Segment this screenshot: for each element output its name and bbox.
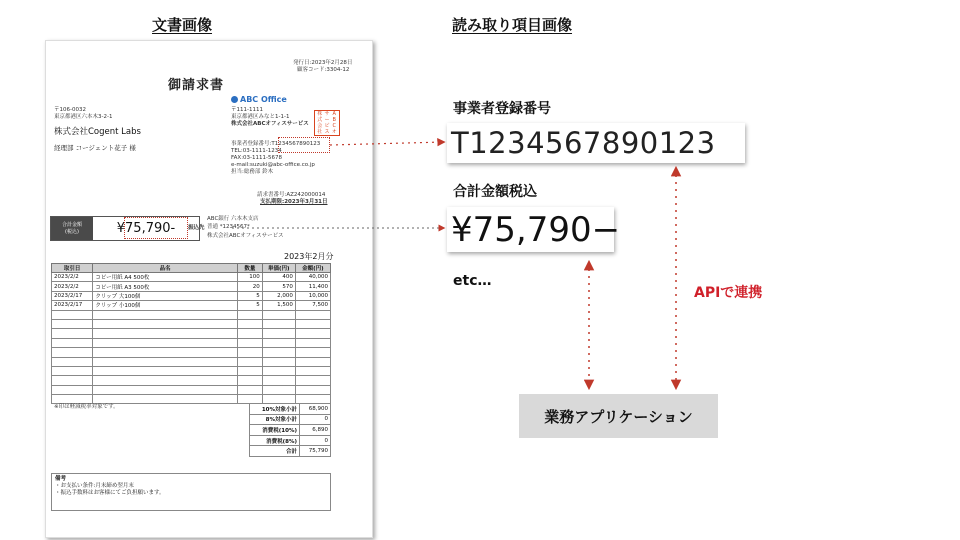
table-cell xyxy=(262,348,295,357)
table-cell xyxy=(295,348,330,357)
table-cell xyxy=(295,357,330,366)
table-cell xyxy=(262,329,295,338)
summary-row xyxy=(250,404,331,415)
table-row xyxy=(52,348,331,357)
table-cell xyxy=(237,385,262,394)
summary-key: 消費税(8%) xyxy=(250,435,300,446)
table-cell xyxy=(262,310,295,319)
table-cell: 100 xyxy=(237,273,262,282)
issuer-logo: ABC Office xyxy=(231,95,287,104)
table-cell xyxy=(52,366,93,375)
table-header-cell: 取引日 xyxy=(52,264,93,273)
table-cell: 20 xyxy=(237,282,262,291)
table-cell xyxy=(52,319,93,328)
table-cell xyxy=(262,385,295,394)
remarks-line-2: ・振込手数料はお客様にてご負担願います。 xyxy=(55,490,165,496)
etc-label: etc… xyxy=(453,273,492,289)
summary-key: 合計 xyxy=(250,446,300,457)
table-cell: クリップ 小100個 xyxy=(93,301,238,310)
recipient-person: 経理部 コージェント花子 様 xyxy=(54,144,136,152)
table-cell xyxy=(237,338,262,347)
table-cell xyxy=(52,395,93,404)
table-row xyxy=(52,310,331,319)
seal-char: C xyxy=(332,123,336,129)
table-row xyxy=(52,273,331,282)
table-cell: 2023/2/17 xyxy=(52,301,93,310)
table-cell: 1,500 xyxy=(262,301,295,310)
issuer-email: e-mail:suzuki@abc-office.co.jp xyxy=(231,162,315,168)
table-cell xyxy=(52,385,93,394)
company-seal-stamp xyxy=(314,110,340,136)
table-cell xyxy=(295,329,330,338)
invoice-title: 御請求書 xyxy=(168,78,225,93)
issuer-fax: FAX:03-1111-5678 xyxy=(231,155,283,161)
seal-char: ス xyxy=(324,129,330,135)
table-row xyxy=(52,319,331,328)
table-cell xyxy=(93,348,238,357)
table-cell xyxy=(52,357,93,366)
table-cell xyxy=(237,329,262,338)
seal-char: A xyxy=(332,111,336,117)
table-row xyxy=(52,338,331,347)
table-cell xyxy=(93,376,238,385)
registration-field-label: 事業者登録番号 xyxy=(453,101,551,117)
bank-line-1: ABC銀行 六本木支店 xyxy=(207,216,259,222)
document-image-heading: 文書画像 xyxy=(152,16,213,34)
invoice-number: 請求書番号:AZ242000014 xyxy=(257,192,326,198)
summary-key: 10%対象小計 xyxy=(250,404,300,415)
seal-char: 社 xyxy=(317,129,323,135)
recipient-company: 株式会社Cogent Labs xyxy=(54,127,141,137)
table-cell xyxy=(295,385,330,394)
remarks-title: 備考 xyxy=(55,476,67,482)
bank-line-2: 普通 *1234567* xyxy=(207,224,250,230)
issuer-tel: TEL:03-1111-1234 xyxy=(231,148,282,154)
tax-note: ※印は軽減税率対象です。 xyxy=(54,404,119,410)
issuer-postal: 〒111-1111 xyxy=(231,107,263,113)
seal-char: 式 xyxy=(317,117,323,123)
extracted-items-heading: 読み取り項目画像 xyxy=(452,16,573,34)
billing-period: 2023年2月分 xyxy=(284,252,334,261)
table-cell xyxy=(262,338,295,347)
table-cell xyxy=(93,385,238,394)
line-items-table xyxy=(51,263,331,404)
recipient-postal: 〒106-0032 xyxy=(54,107,86,113)
summary-row xyxy=(250,435,331,446)
table-cell: 11,400 xyxy=(295,282,330,291)
table-row xyxy=(52,301,331,310)
seal-char: 株 xyxy=(317,111,323,117)
table-cell: クリップ 大100個 xyxy=(93,291,238,300)
summary-value: 0 xyxy=(300,435,331,446)
seal-char: ー xyxy=(324,117,330,123)
total-field-label: 合計金額税込 xyxy=(453,184,537,200)
summary-value: 6,890 xyxy=(300,425,331,436)
table-cell: 2023/2/17 xyxy=(52,291,93,300)
table-cell xyxy=(237,348,262,357)
table-cell: 570 xyxy=(262,282,295,291)
table-cell: 2023/2/2 xyxy=(52,273,93,282)
issuer-contact: 担当:総務部 鈴木 xyxy=(231,169,274,175)
table-cell xyxy=(262,376,295,385)
table-cell xyxy=(52,348,93,357)
table-cell xyxy=(93,310,238,319)
table-cell xyxy=(93,329,238,338)
table-header-cell: 金額(円) xyxy=(295,264,330,273)
api-integration-label: APIで連携 xyxy=(694,285,763,301)
table-cell: 5 xyxy=(237,301,262,310)
summary-row xyxy=(250,414,331,425)
bank-label: 振込先 xyxy=(188,225,205,231)
table-header-cell: 単価(円) xyxy=(262,264,295,273)
summary-key: 8%対象小計 xyxy=(250,414,300,425)
table-cell xyxy=(237,319,262,328)
seal-char: ビ xyxy=(324,123,330,129)
table-cell xyxy=(237,366,262,375)
table-cell xyxy=(52,329,93,338)
abc-office-logo-icon xyxy=(231,96,238,103)
table-cell xyxy=(93,395,238,404)
table-cell xyxy=(52,338,93,347)
table-cell xyxy=(295,366,330,375)
table-cell: 2,000 xyxy=(262,291,295,300)
table-cell xyxy=(93,366,238,375)
table-cell: 400 xyxy=(262,273,295,282)
table-cell: コピー用紙 A4 500枚 xyxy=(93,273,238,282)
issuer-company: 株式会社ABCオフィスサービス xyxy=(231,121,309,127)
remarks-line-1: ・お支払い条件:月末締め翌月末 xyxy=(55,483,134,489)
issuer-registration-number: 事業者登録番号:T1234567890123 xyxy=(231,141,321,147)
table-row xyxy=(52,376,331,385)
table-cell xyxy=(52,376,93,385)
table-cell xyxy=(295,319,330,328)
table-cell: 2023/2/2 xyxy=(52,282,93,291)
table-cell: 40,000 xyxy=(295,273,330,282)
summary-value: 0 xyxy=(300,414,331,425)
due-date: 支払期限:2023年3月31日 xyxy=(260,199,328,205)
table-header-cell: 数量 xyxy=(237,264,262,273)
summary-value: 75,790 xyxy=(300,446,331,457)
table-cell xyxy=(295,338,330,347)
table-row xyxy=(52,385,331,394)
table-cell xyxy=(93,319,238,328)
table-cell xyxy=(295,376,330,385)
table-cell: 7,500 xyxy=(295,301,330,310)
table-row xyxy=(52,291,331,300)
table-row xyxy=(52,282,331,291)
bank-line-3: 株式会社ABCオフィスサービス xyxy=(207,233,284,239)
table-cell xyxy=(295,310,330,319)
table-cell xyxy=(93,338,238,347)
table-cell: 5 xyxy=(237,291,262,300)
table-row xyxy=(52,329,331,338)
table-cell xyxy=(237,310,262,319)
table-cell xyxy=(262,319,295,328)
table-cell xyxy=(52,310,93,319)
recipient-address: 東京都港区六本木3-2-1 xyxy=(54,114,113,120)
summary-row xyxy=(250,425,331,436)
total-amount: ¥75,790- xyxy=(116,221,176,236)
summary-key: 消費税(10%) xyxy=(250,425,300,436)
summary-row xyxy=(250,446,331,457)
table-cell xyxy=(262,366,295,375)
table-cell xyxy=(262,357,295,366)
seal-char: サ xyxy=(324,111,330,117)
table-cell xyxy=(237,357,262,366)
customer-code: 顧客コード:3304-12 xyxy=(297,67,350,73)
business-application-box: 業務アプリケーション xyxy=(519,394,718,438)
summary-value: 68,900 xyxy=(300,404,331,415)
seal-char: オ xyxy=(331,129,337,135)
total-highlight xyxy=(124,217,188,239)
table-row xyxy=(52,366,331,375)
table-row xyxy=(52,357,331,366)
invoice-document xyxy=(45,40,373,538)
table-header-cell: 品名 xyxy=(93,264,238,273)
seal-char: 会 xyxy=(317,123,323,129)
seal-char: B xyxy=(332,117,336,123)
registration-number-crop: T1234567890123 xyxy=(447,123,745,163)
total-amount-crop: ¥75,790− xyxy=(447,207,614,252)
table-cell: 10,000 xyxy=(295,291,330,300)
issuer-address: 東京都港区みなと1-1-1 xyxy=(231,114,290,120)
total-label: 合計金額 (税込) xyxy=(51,217,93,240)
table-cell: コピー用紙 A3 500枚 xyxy=(93,282,238,291)
remarks-box xyxy=(51,473,331,511)
issue-date: 発行日:2023年2月28日 xyxy=(293,60,353,66)
summary-table xyxy=(249,403,331,457)
table-cell xyxy=(237,376,262,385)
table-cell xyxy=(93,357,238,366)
registration-highlight xyxy=(278,137,330,153)
